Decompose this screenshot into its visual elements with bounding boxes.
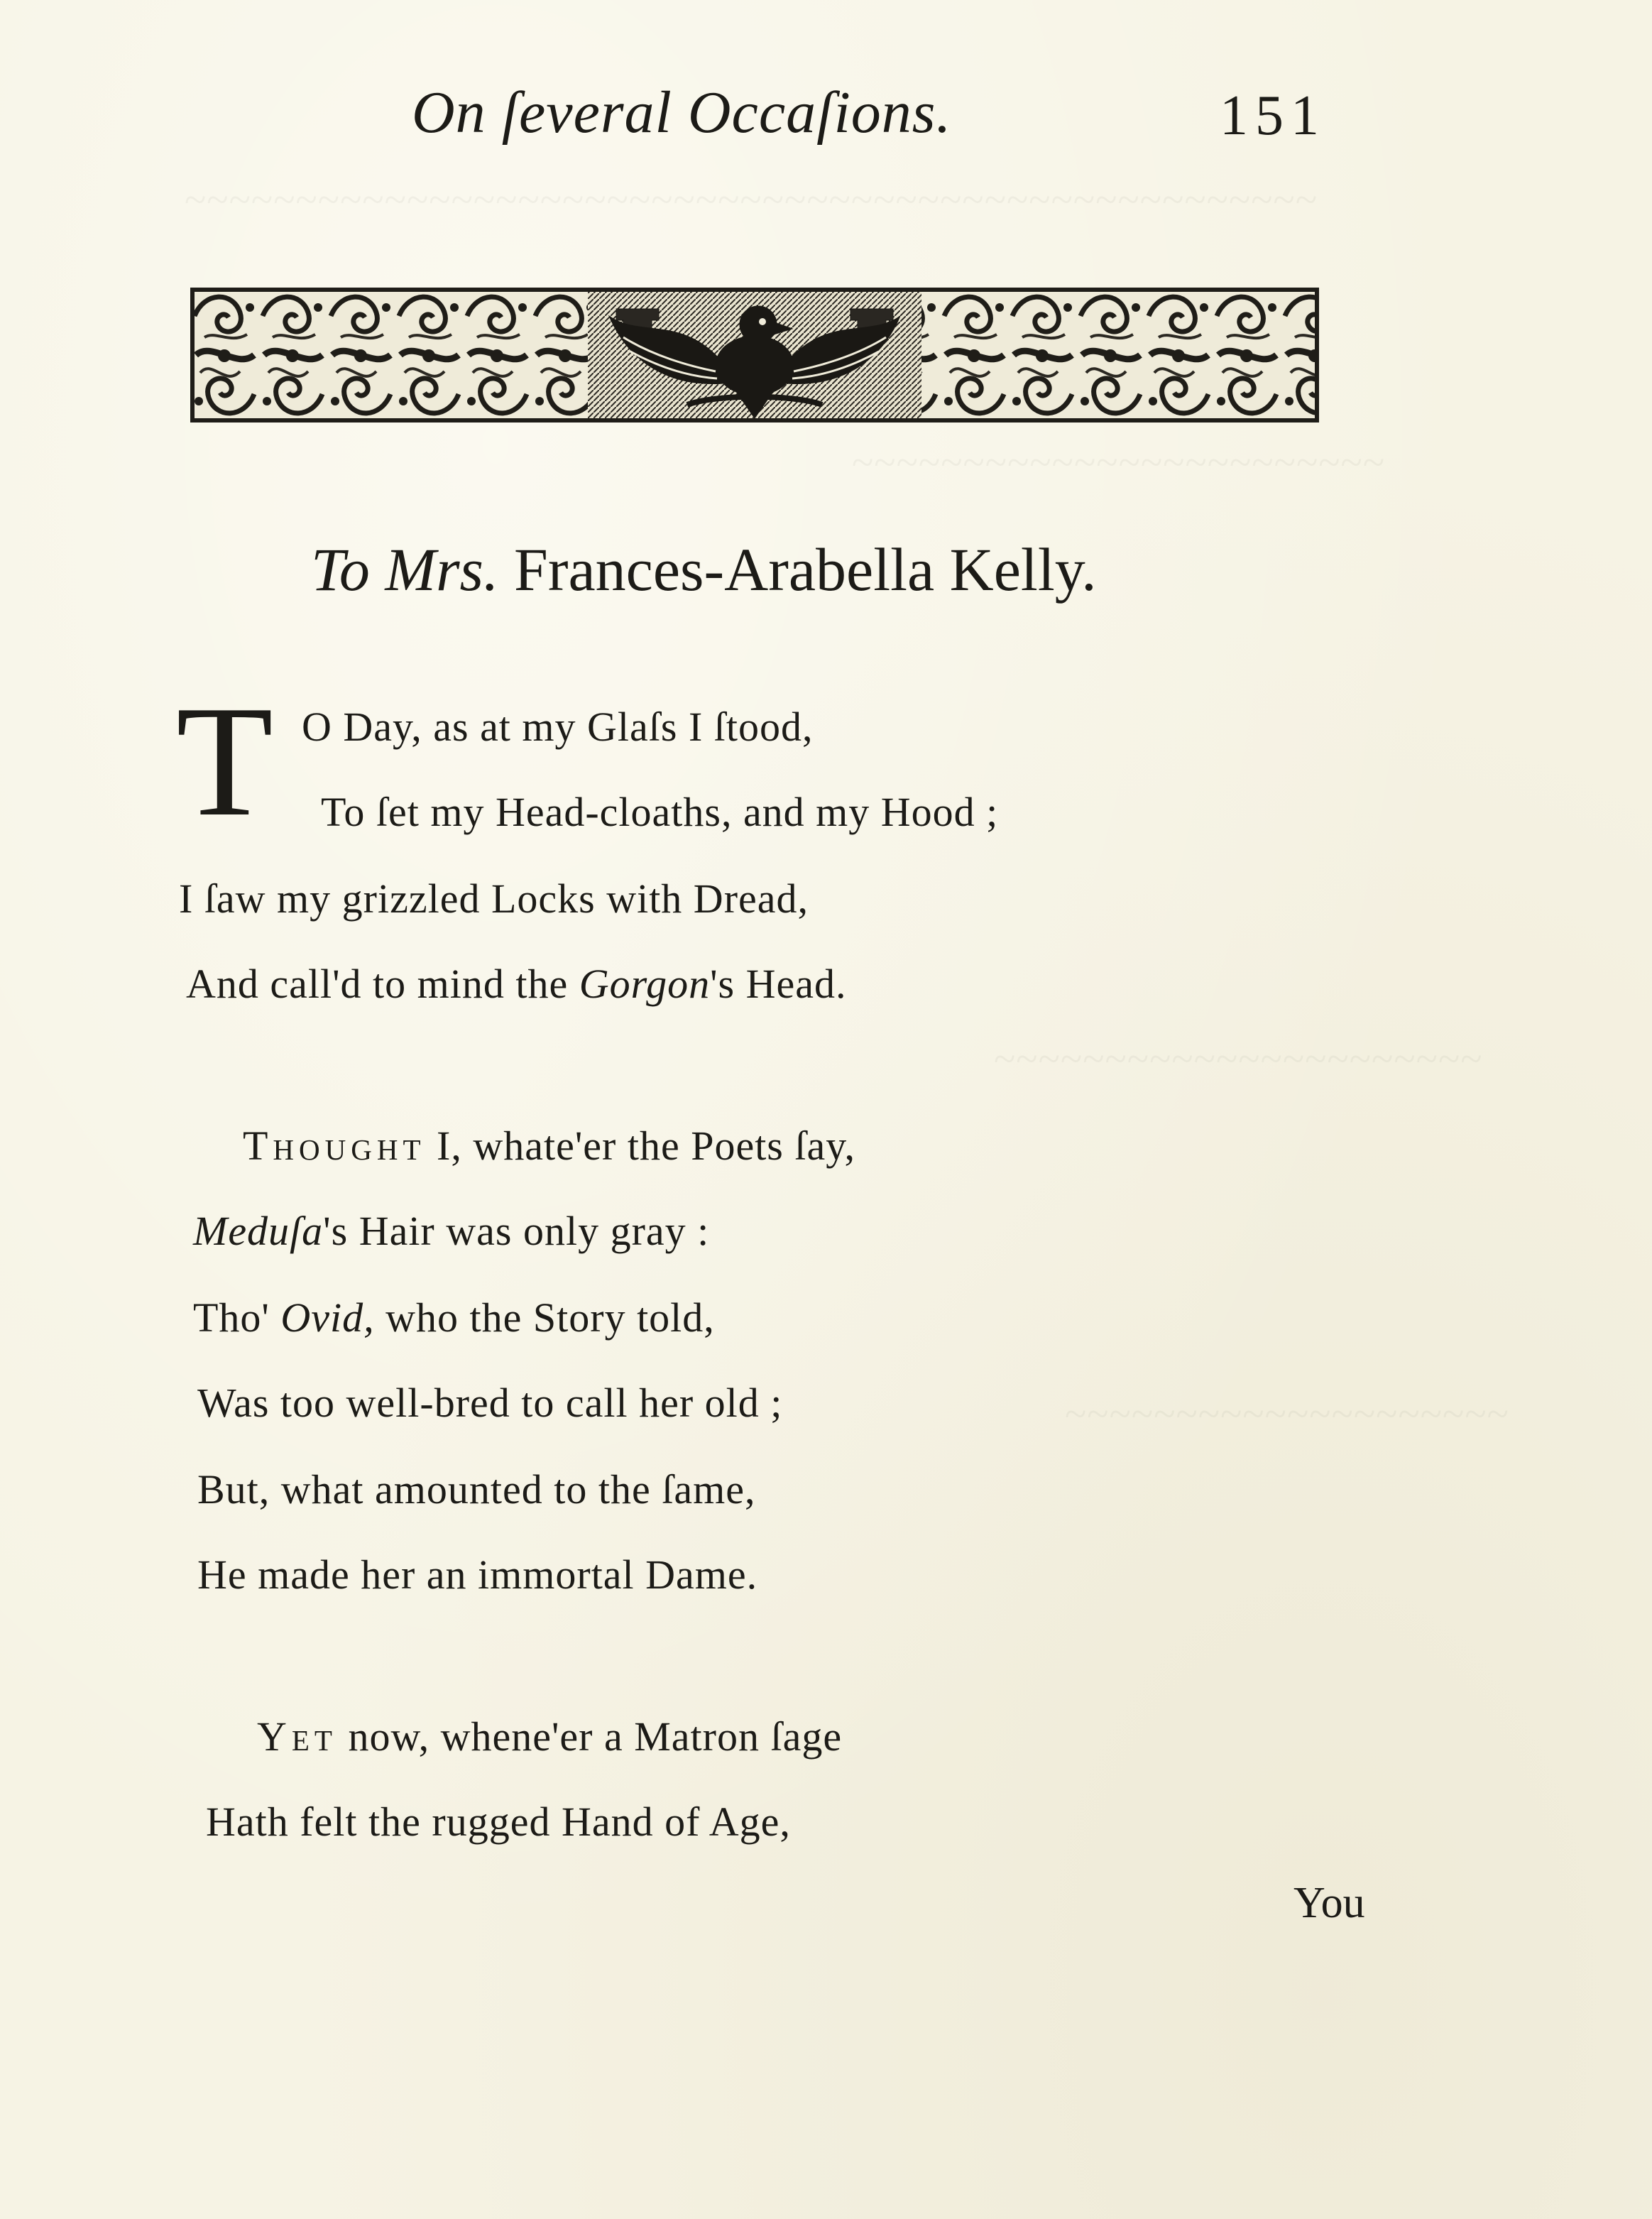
verse-line: But, what amounted to the ſame, xyxy=(197,1466,756,1512)
verse-italic-name: Meduſa xyxy=(193,1208,324,1254)
verse-line xyxy=(186,960,846,1008)
verse-line xyxy=(243,1122,855,1170)
verse-line: I ſaw my grizzled Locks with Dread, xyxy=(179,876,809,922)
verse-line xyxy=(193,1207,709,1255)
show-through-texture: ~~~~~~~~~~~~~~~~~~~~~~~~ xyxy=(852,441,1386,485)
verse-line: To ſet my Head-cloaths, and my Hood ; xyxy=(321,789,999,835)
verse-text: I, whate'er the Poets ſay, xyxy=(425,1123,855,1169)
verse-line: Was too well-bred to call her old ; xyxy=(197,1380,783,1426)
stanza-opening-word: Thought xyxy=(243,1123,426,1169)
verse-text: And call'd to mind the xyxy=(186,961,579,1007)
verse-text: who the Story told, xyxy=(374,1294,715,1341)
verse-line xyxy=(257,1713,842,1760)
poem-title xyxy=(311,534,1097,605)
catchword: You xyxy=(1293,1879,1365,1927)
verse-line xyxy=(193,1294,715,1341)
floral-eagle-headpiece-ornament xyxy=(190,288,1319,422)
running-head: On ſeveral Occaſions. xyxy=(412,80,952,146)
verse-line: O Day, as at my Glaſs I ſtood, xyxy=(302,704,814,750)
verse-italic-name: Ovid, xyxy=(280,1294,375,1341)
verse-text: 's Head. xyxy=(710,961,847,1007)
poem-title-prefix: To Mrs. xyxy=(311,535,499,604)
verse-text: now, whene'er a Matron ſage xyxy=(337,1713,843,1760)
show-through-texture: ~~~~~~~~~~~~~~~~~~~~~~~~~~~~~~~~~~~~~~~~~~~~~~~~~~~ xyxy=(185,178,1318,222)
drop-cap: T xyxy=(176,673,273,849)
poem-title-name: Frances-Arabella Kelly. xyxy=(514,535,1097,604)
page-number: 151 xyxy=(1220,84,1326,147)
show-through-texture: ~~~~~~~~~~~~~~~~~~~~ xyxy=(1065,1392,1509,1436)
verse-text: 's Hair was only gray : xyxy=(323,1208,710,1254)
verse-line: Hath felt the rugged Hand of Age, xyxy=(206,1799,791,1845)
verse-text: Tho' xyxy=(193,1294,281,1341)
stanza-opening-word: Yet xyxy=(257,1713,337,1760)
verse-line: He made her an immortal Dame. xyxy=(197,1552,758,1598)
verse-italic-name: Gorgon xyxy=(579,961,711,1007)
show-through-texture: ~~~~~~~~~~~~~~~~~~~~~~ xyxy=(994,1037,1483,1081)
